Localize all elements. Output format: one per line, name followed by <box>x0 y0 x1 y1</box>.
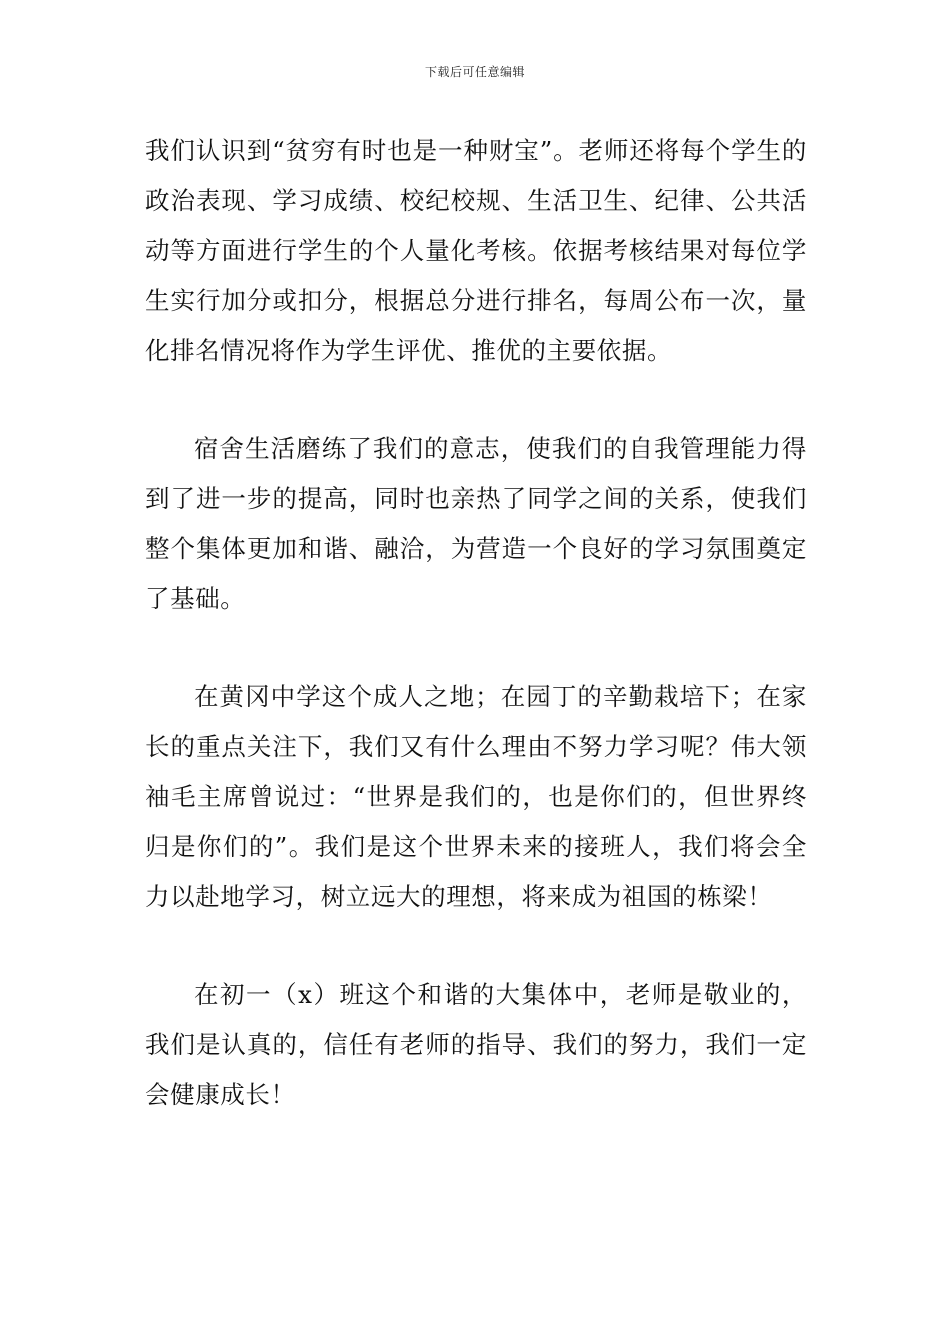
header-note: 下载后可任意编辑 <box>424 65 525 79</box>
document-body <box>145 126 807 1120</box>
paragraph-1: 我们认识到“贫穷有时也是一种财宝”。老师还将每个学生的政治表现、学习成绩、校纪校规、生活卫生、纪律、公共活动等方面进行学生的个人量化考核。依据考核结果对每位学生实行加分或扣分，根据总分进行排名，每周公布一次，量化排名情况将作为学生评优、推优的主要依据。 <box>145 136 807 365</box>
paragraph-2: 宿舍生活磨练了我们的意志，使我们的自我管理能力得到了进一步的提高，同时也亲热了同学之间的关系，使我们整个集体更加和谐、融洽，为营造一个良好的学习氛围奠定了基础。 <box>145 434 807 613</box>
paragraph-4: 在初一（x）班这个和谐的大集体中，老师是敬业的，我们是认真的，信任有老师的指导、我们的努力，我们一定会健康成长！ <box>145 980 807 1109</box>
paragraph-3: 在黄冈中学这个成人之地；在园丁的辛勤栽培下；在家长的重点关注下，我们又有什么理由不努力学习呢？伟大领袖毛主席曾说过：“世界是我们的，也是你们的，但世界终归是你们的”。我们是这个世界未来的接班人，我们将会全力以赴地学习，树立远大的理想，将来成为祖国的栋梁！ <box>145 682 807 911</box>
